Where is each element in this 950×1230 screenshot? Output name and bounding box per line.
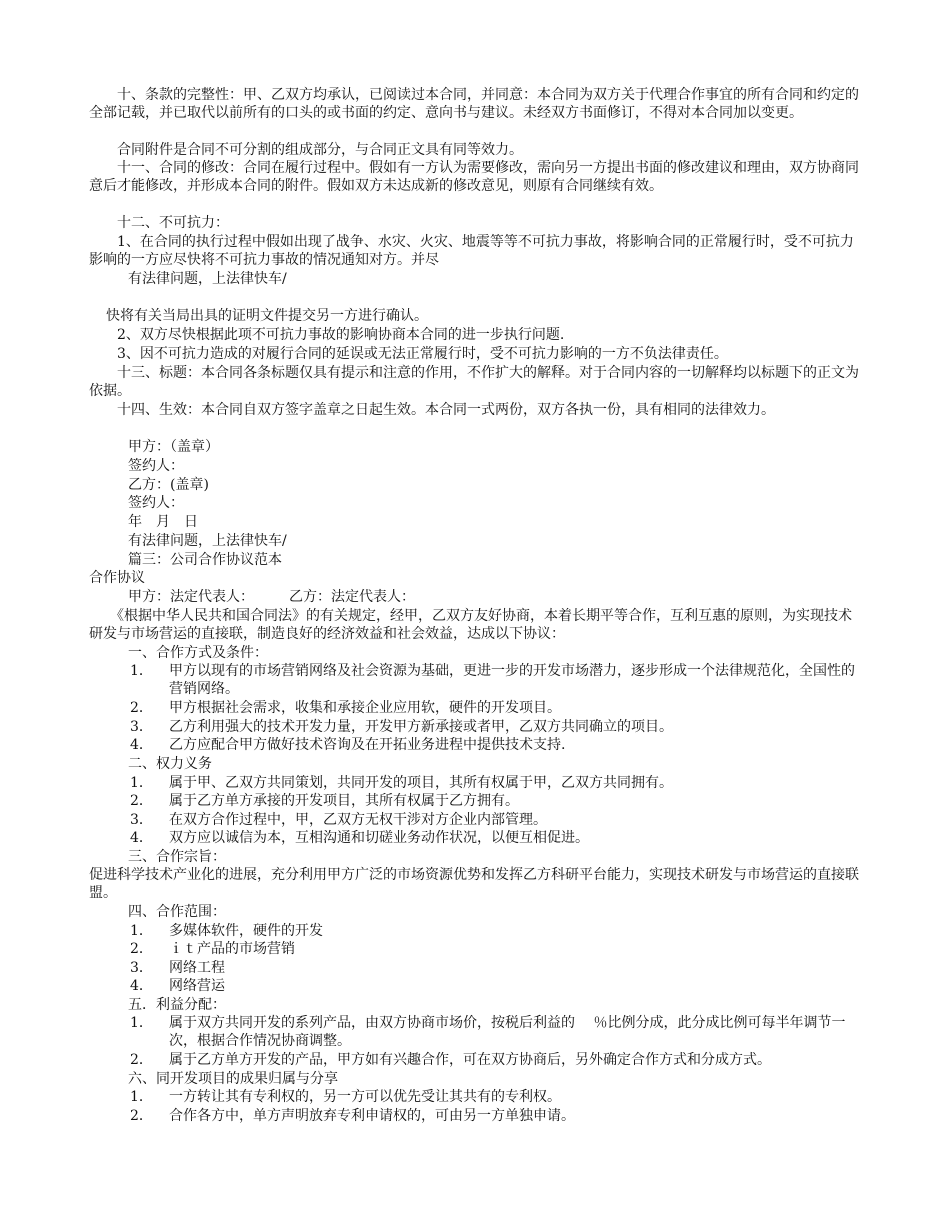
section-1-heading: 一、合作方式及条件： xyxy=(128,645,268,661)
item-text: 网络工程 xyxy=(169,960,225,976)
list-item xyxy=(89,1088,864,1106)
list-item xyxy=(89,959,864,977)
item-number: 1． xyxy=(130,923,153,939)
list-item xyxy=(89,662,864,698)
clause-11-modification: 十一、合同的修改：合同在履行过程中。假如有一方认为需要修改，需向另一方提出书面的修改建议和理由，双方协商同意后才能修改，并形成本合同的附件。假如双方未达成新的修改意见，则原有合同继续有效。 xyxy=(89,160,859,194)
force-majeure-item-1: 1、在合同的执行过程中假如出现了战争、水灾、火灾、地震等等不可抗力事故，将影响合同的正常履行时，受不可抗力影响的一方应尽快将不可抗力事故的情况通知对方。并尽 xyxy=(89,234,854,268)
list-item xyxy=(89,1014,864,1050)
agreement-preamble: 《根据中华人民共和国合同法》的有关规定，经甲，乙双方友好协商，本着长期平等合作，互利互惠的原则，为实现技术研发与市场营运的直接联，制造良好的经济效益和社会效益，达成以下协议： xyxy=(89,608,852,642)
section-4-heading: 四、合作范围： xyxy=(128,904,226,920)
item-text: 甲方以现有的市场营销网络及社会资源为基础，更进一步的开发市场潜力，逐步形成一个法律规范化，全国性的营销网络。 xyxy=(169,663,855,697)
list-item xyxy=(89,977,864,995)
item-text: 乙方利用强大的技术开发力量，开发甲方新承接或者甲，乙双方共同确立的项目。 xyxy=(169,719,673,735)
item-text: 双方应以诚信为本，互相沟通和切磋业务动作状况，以便互相促进。 xyxy=(169,830,589,846)
force-majeure-continuation: 快将有关当局出具的证明文件提交另一方进行确认。 xyxy=(106,308,428,324)
force-majeure-item-3: 3、因不可抗力造成的对履行合同的延误或无法正常履行时，受不可抗力影响的一方不负法律责任。 xyxy=(89,346,728,362)
watermark-line-2: 有法律问题，上法律快车/ xyxy=(128,533,287,549)
party-b-seal: 乙方：(盖章) xyxy=(128,477,209,493)
clause-13-headings: 十三、标题：本合同各条标题仅具有提示和注意的作用，不作扩大的解释。对于合同内容的一切解释均以标题下的正文为依据。 xyxy=(89,365,859,399)
item-number: 4． xyxy=(130,737,153,753)
item-text: ｉｔ产品的市场营销 xyxy=(169,941,295,957)
item-text: 属于甲、乙双方共同策划，共同开发的项目，其所有权属于甲，乙双方共同拥有。 xyxy=(169,775,673,791)
clause-14-effect: 十四、生效：本合同自双方签字盖章之日起生效。本合同一式两份，双方各执一份，具有相同的法律效力。 xyxy=(89,402,775,418)
item-text: 甲方根据社会需求，收集和承接企业应用软，硬件的开发项目。 xyxy=(169,700,561,716)
item-number: 3． xyxy=(130,812,153,828)
item-text: 一方转让其有专利权的，另一方可以优先受让其共有的专利权。 xyxy=(169,1089,561,1105)
item-number: 1． xyxy=(130,1089,153,1105)
item-text: 合作各方中，单方声明放弃专利申请权的，可由另一方单独申请。 xyxy=(169,1108,575,1124)
item-text: 属于乙方单方开发的产品，甲方如有兴趣合作，可在双方协商后，另外确定合作方式和分成方式。 xyxy=(169,1052,771,1068)
clause-12-heading: 十二、不可抗力： xyxy=(89,215,229,231)
item-number: 1． xyxy=(130,663,153,679)
item-text: 属于双方共同开发的系列产品，由双方协商市场价，按税后利益的 ％比例分成，此分成比例可每半年调节一次，根据合作情况协商调整。 xyxy=(169,1015,846,1049)
item-number: 4． xyxy=(130,978,153,994)
section-3-text: 促进科学技术产业化的进展，充分利用甲方广泛的市场资源优势和发挥乙方科研平台能力，实现技术研发与市场营运的直接联盟。 xyxy=(89,867,859,901)
item-text: 网络营运 xyxy=(169,978,225,994)
section-5-heading: 五．利益分配： xyxy=(128,997,226,1013)
item-number: 4． xyxy=(130,830,153,846)
parties-line: 甲方：法定代表人： 乙方：法定代表人： xyxy=(128,589,415,605)
list-item xyxy=(89,736,864,754)
item-number: 2． xyxy=(130,1052,153,1068)
list-item xyxy=(89,718,864,736)
force-majeure-item-2: 2、双方尽快根据此项不可抗力事故的影响协商本合同的进一步执行问题. xyxy=(89,327,565,343)
item-text: 在双方合作过程中，甲，乙双方无权干涉对方企业内部管理。 xyxy=(169,812,547,828)
item-text: 多媒体软件，硬件的开发 xyxy=(169,923,323,939)
item-number: 2． xyxy=(130,1108,153,1124)
list-item xyxy=(89,792,864,810)
list-item xyxy=(89,1107,864,1125)
item-number: 2． xyxy=(130,793,153,809)
item-number: 2． xyxy=(130,941,153,957)
list-item xyxy=(89,774,864,792)
list-item xyxy=(89,922,864,940)
party-a-seal: 甲方：（盖章） xyxy=(128,439,219,455)
item-number: 1． xyxy=(130,1015,153,1031)
item-number: 3． xyxy=(130,719,153,735)
item-text: 属于乙方单方承接的开发项目，其所有权属于乙方拥有。 xyxy=(169,793,519,809)
watermark-line: 有法律问题，上法律快车/ xyxy=(128,271,287,287)
item-text: 乙方应配合甲方做好技术咨询及在开拓业务进程中提供技术支持. xyxy=(169,737,566,753)
party-b-signatory: 签约人： xyxy=(128,495,184,511)
clause-10-integrity: 十、条款的完整性：甲、乙双方均承认，已阅读过本合同，并同意：本合同为双方关于代理合作事宜的所有合同和约定的全部记载，并已取代以前所有的口头的或书面的约定、意向书与建议。未经双方书面修订，不得对本合同加以变更。 xyxy=(89,87,859,121)
signing-date: 年 月 日 xyxy=(128,514,198,530)
section-2-heading: 二、权力义务 xyxy=(128,756,212,772)
list-item xyxy=(89,1051,864,1069)
item-number: 2． xyxy=(130,700,153,716)
chapter-3-title: 篇三：公司合作协议范本 xyxy=(128,552,282,568)
list-item xyxy=(89,940,864,958)
section-6-heading: 六、同开发项目的成果归属与分享 xyxy=(128,1071,338,1087)
attachment-validity-paragraph: 合同附件是合同不可分割的组成部分，与合同正文具有同等效力。 xyxy=(89,142,523,158)
list-item xyxy=(89,829,864,847)
list-item xyxy=(89,811,864,829)
agreement-title: 合作协议 xyxy=(89,570,145,586)
item-number: 1． xyxy=(130,775,153,791)
item-number: 3． xyxy=(130,960,153,976)
party-a-signatory: 签约人： xyxy=(128,458,184,474)
section-3-heading: 三、合作宗旨： xyxy=(128,849,226,865)
list-item xyxy=(89,699,864,717)
